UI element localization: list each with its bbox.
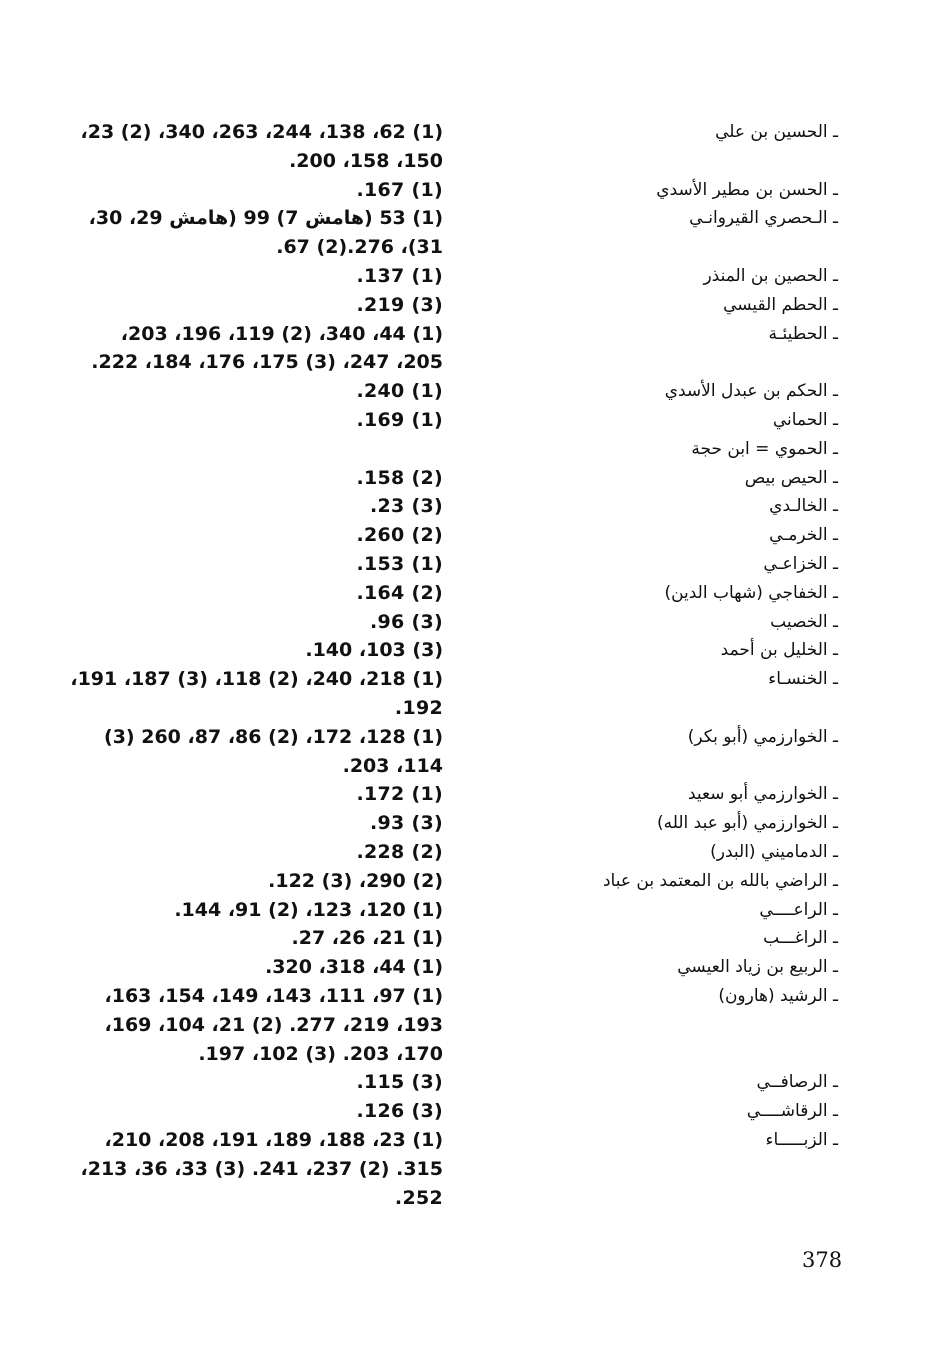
index-entry-name: ـ الحسن بن مطير الأسدي	[656, 179, 838, 200]
index-entry-references: (1) 240.	[356, 380, 443, 403]
index-entry-references: (1) 23، 188، 189، 191، 208، 210،	[104, 1129, 443, 1151]
index-entry-references: (1) 21، 26، 27.	[291, 927, 443, 950]
index-entry-references: (1) 218، 240، (2) 118، (3) 187، 191،	[70, 668, 443, 691]
index-entry-references: 150، 158، 200.	[289, 149, 443, 172]
index-entry-name: ـ الحسين بن علي	[715, 122, 838, 142]
index-entry-name: ـ الحطم القيسي	[723, 294, 838, 315]
index-entry-references: (1) 44، 340، (2) 119، 196، 203،	[120, 322, 443, 345]
index-entry-name: ـ الخرمـي	[769, 525, 838, 546]
index-entry-references: 193، 219، 277. (2) 21، 104، 169،	[104, 1013, 443, 1036]
index-entry-references: (1) 153.	[356, 553, 443, 575]
index-entry-name: ـ الراعــــي	[759, 899, 838, 920]
index-entry-name: ـ الحموي = ابن حجة	[691, 438, 838, 459]
index-entry-references: (2) 158.	[356, 466, 443, 489]
index-entry-references: (3) 103، 140.	[305, 639, 443, 662]
index-entry-references: 192.	[394, 697, 443, 719]
index-entry-name: ـ الخالـدي	[769, 496, 838, 517]
index-entry-references: 170، 203. (3) 102، 197.	[198, 1042, 443, 1065]
index-entry-name: ـ الراغـــب	[763, 928, 838, 949]
index-entry-references: 205، 247، (3) 175، 176، 184، 222.	[91, 351, 443, 374]
index-entry-references: (3) 23.	[370, 495, 443, 518]
index-entry-name: ـ الخنسـاء	[768, 669, 838, 690]
index-entry-references: (2) 164.	[356, 581, 443, 604]
index-entry-references: (1) 97، 111، 143، 149، 154، 163،	[104, 985, 443, 1007]
index-entry-name: ـ الخوارزمي (أبو بكر)	[687, 726, 838, 747]
index-entry-references: (1) 169.	[356, 409, 443, 431]
index-entry-name: ـ الرقاشــــي	[746, 1101, 838, 1122]
index-entry-name: ـ الحصين بن المنذر	[703, 266, 838, 286]
index-entry-references: 252.	[394, 1186, 443, 1209]
index-entry-name: ـ الخزاعـي	[763, 554, 838, 574]
index-entry-references: (2) 290، (3) 122.	[268, 869, 443, 892]
index-entry-name: ـ الرشيد (هارون)	[718, 986, 838, 1006]
index-entry-references: 114، 203.	[342, 754, 443, 777]
index-entry-references: (1) 128، 172، (2) 86، 87، 260 (3)	[104, 725, 443, 748]
page-number: 378	[802, 1248, 843, 1272]
index-entry-name: ـ الحطيئـة	[768, 323, 838, 344]
index-entry-references: (3) 115.	[356, 1071, 443, 1094]
index-entry-references: (1) 53 (هامش 7) 99 (هامش 29، 30،	[88, 207, 443, 230]
index-entry-name: ـ الخفاجي (شهاب الدين)	[664, 582, 838, 603]
index-entry-name: ـ الزبـــــاء	[765, 1130, 838, 1150]
index-entry-references: (1) 62، 138، 244، 263، 340، (2) 23،	[80, 121, 443, 143]
index-entry-name: ـ الخليل بن أحمد	[720, 640, 838, 661]
index-entry-references: (3) 219.	[356, 293, 443, 316]
index-entry-references: (2) 260.	[356, 524, 443, 547]
index-entry-references: (1) 167.	[356, 178, 443, 201]
index-entry-references: (3) 93.	[370, 812, 443, 835]
index-entry-name: ـ الخصيب	[770, 611, 838, 632]
index-entry-references: (3) 126.	[356, 1100, 443, 1123]
index-entry-name: ـ الخوارزمي أبو سعيد	[687, 784, 838, 805]
index-entry-name: ـ الراضي بالله بن المعتمد بن عباد	[602, 870, 838, 891]
index-entry-references: 31)، 276.(2) 67.	[276, 236, 443, 259]
index-entry-name: ـ الربيع بن زياد العيسي	[677, 957, 838, 978]
index-entry-name: ـ الحماني	[772, 410, 838, 430]
index-entry-references: (2) 228.	[356, 841, 443, 863]
index-entry-references: (1) 44، 318، 320.	[265, 956, 443, 979]
index-entry-name: ـ الدماميني (البدر)	[710, 842, 838, 862]
index-entry-references: (1) 120، 123، (2) 91، 144.	[174, 898, 443, 921]
index-entry-name: ـ الحيص بيص	[744, 467, 838, 488]
index-entry-name: ـ الخوارزمي (أبو عبد الله)	[656, 813, 838, 834]
index-entry-name: ـ الرصافــي	[756, 1072, 838, 1093]
index-entry-references: (3) 96.	[370, 610, 443, 633]
index-entry-references: (1) 172.	[356, 783, 443, 806]
index-entry-name: ـ الحكم بن عبدل الأسدي	[664, 381, 838, 402]
index-entry-name: ـ الـحصري القيروانـي	[689, 208, 838, 229]
index-entry-references: 315. (2) 237، 241. (3) 33، 36، 213،	[80, 1157, 443, 1180]
index-entry-references: (1) 137.	[356, 265, 443, 287]
